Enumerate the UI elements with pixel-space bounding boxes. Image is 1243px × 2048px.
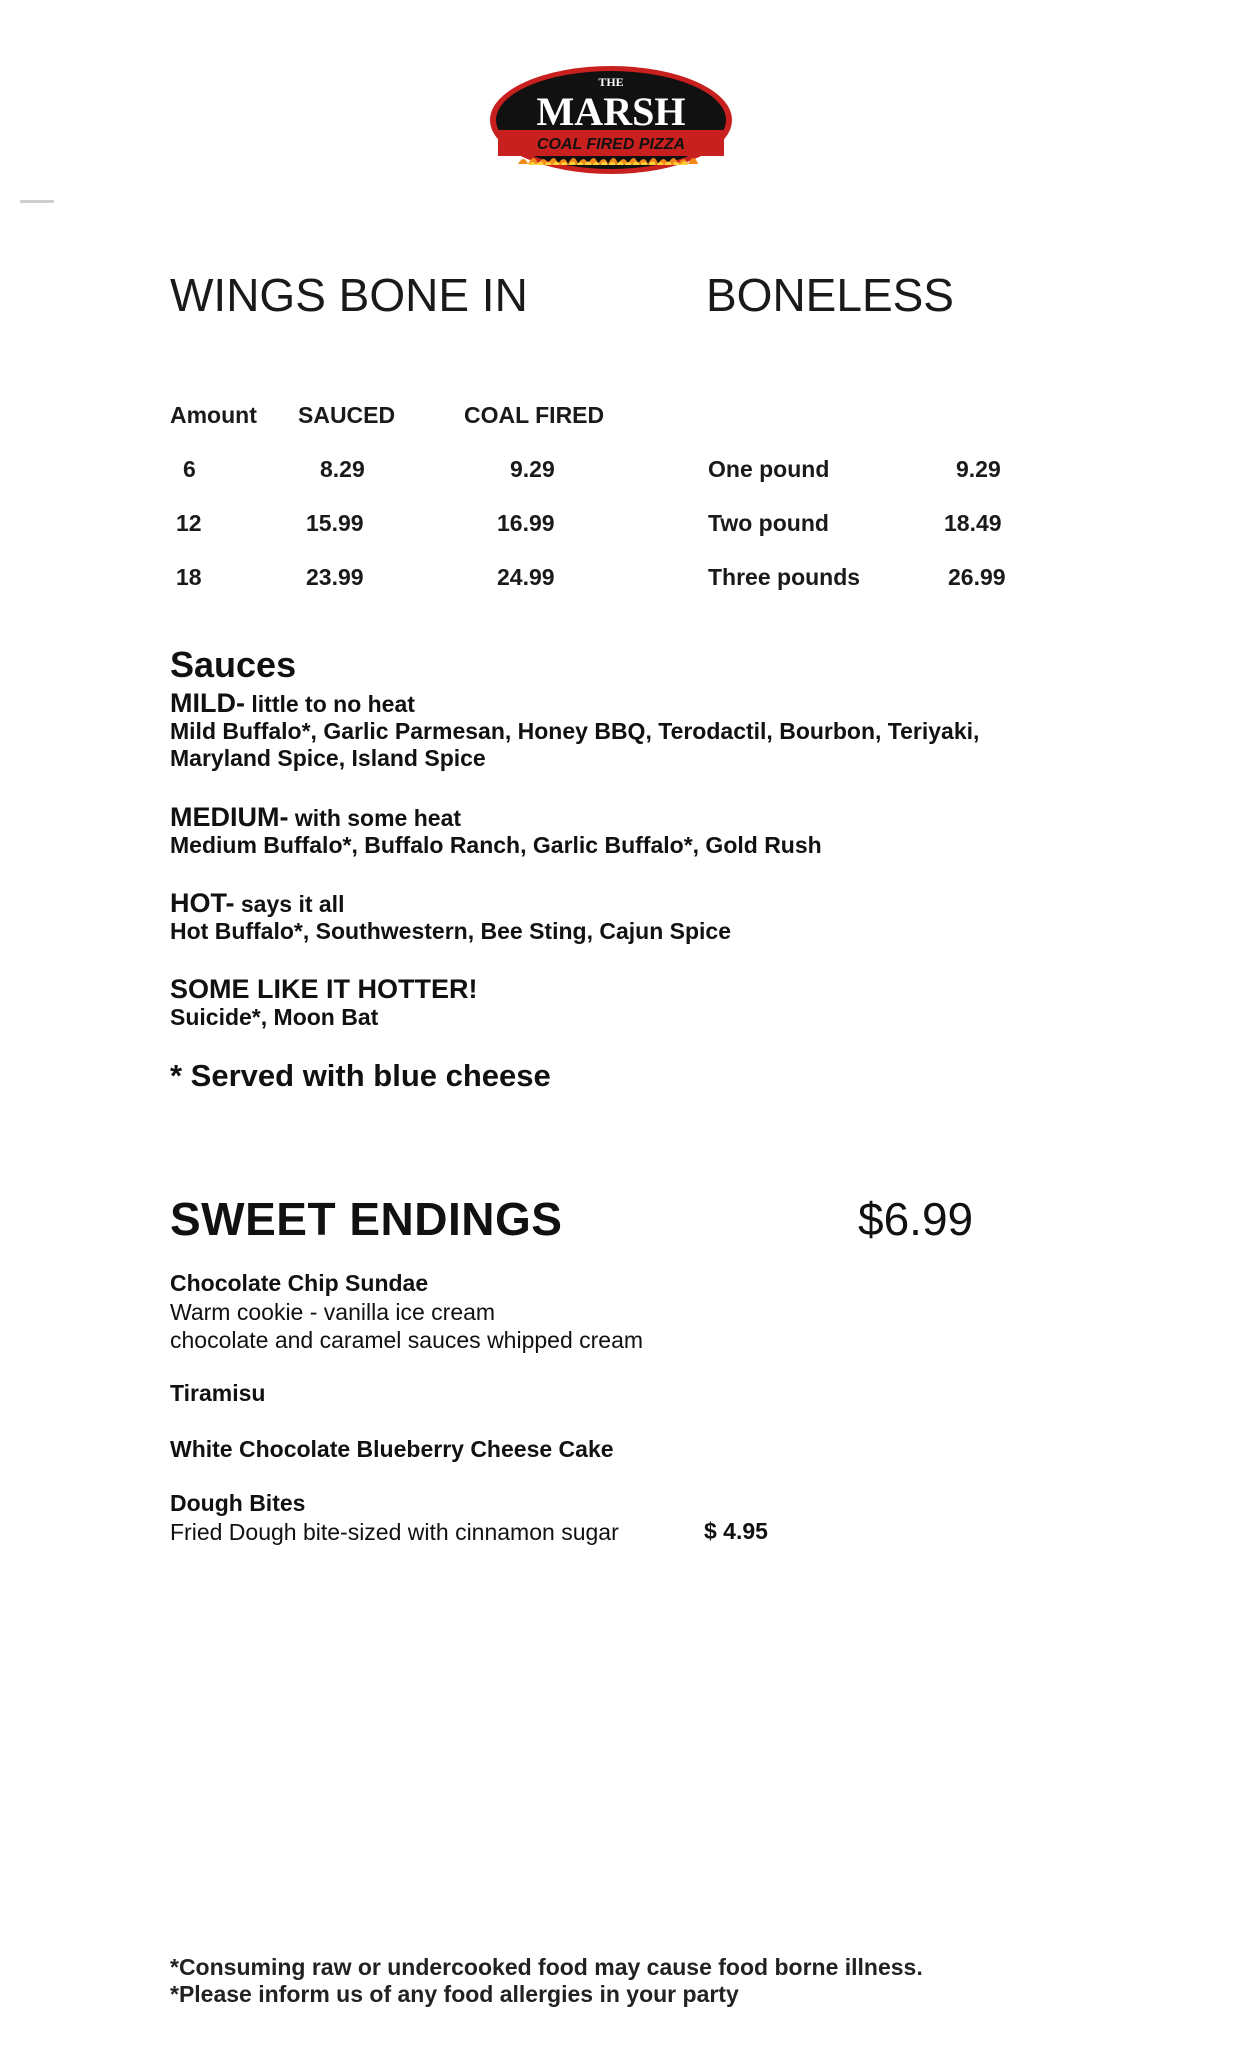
row-sauced-price: 23.99 xyxy=(306,564,364,590)
sauce-group-heading xyxy=(170,688,415,719)
sauce-heat-desc: little to no heat xyxy=(244,691,415,717)
sauce-group-heading xyxy=(170,888,344,919)
header-coal-fired: COAL FIRED xyxy=(464,402,605,428)
boneless-label: One pound xyxy=(708,456,830,482)
dessert-name: Dough Bites xyxy=(170,1490,306,1516)
dessert-name: White Chocolate Blueberry Cheese Cake xyxy=(170,1436,614,1462)
dessert-price: $ 4.95 xyxy=(704,1518,768,1544)
header-amount: Amount xyxy=(170,402,257,428)
logo-tagline-text: COAL FIRED PIZZA xyxy=(536,136,686,153)
boneless-price: 9.29 xyxy=(956,456,1001,482)
row-coal-fired-price: 9.29 xyxy=(510,456,555,482)
sauce-list: Suicide*, Moon Bat xyxy=(170,1004,379,1030)
sauce-heat-level: MILD- xyxy=(170,688,245,718)
sauces-title: Sauces xyxy=(170,644,297,685)
disclaimer-line: *Consuming raw or undercooked food may cause food borne illness. xyxy=(170,1954,923,1980)
boneless-label: Two pound xyxy=(708,510,829,536)
row-amount: 12 xyxy=(176,510,202,536)
blue-cheese-note: * Served with blue cheese xyxy=(170,1058,551,1093)
sauce-group-heading xyxy=(170,974,478,1005)
dessert-description: Fried Dough bite-sized with cinnamon sugar xyxy=(170,1519,619,1545)
sauce-heat-desc: with some heat xyxy=(288,805,462,831)
dessert-name: Tiramisu xyxy=(170,1380,266,1406)
logo-name-text: MARSH xyxy=(536,89,686,134)
sauce-list: Hot Buffalo*, Southwestern, Bee Sting, Cajun Spice xyxy=(170,918,731,944)
disclaimer-line: *Please inform us of any food allergies in your party xyxy=(170,1981,739,2007)
boneless-title: BONELESS xyxy=(706,269,954,321)
row-coal-fired-price: 24.99 xyxy=(497,564,555,590)
header-sauced: SAUCED xyxy=(298,402,396,428)
dessert-description: Warm cookie - vanilla ice cream xyxy=(170,1299,496,1325)
boneless-price: 26.99 xyxy=(948,564,1006,590)
sauce-heat-level: SOME LIKE IT HOTTER! xyxy=(170,974,478,1004)
sauce-heat-level: HOT- xyxy=(170,888,235,918)
row-sauced-price: 15.99 xyxy=(306,510,364,536)
row-amount: 6 xyxy=(183,456,196,482)
dessert-name: Chocolate Chip Sundae xyxy=(170,1270,429,1296)
row-amount: 18 xyxy=(176,564,202,590)
boneless-label: Three pounds xyxy=(708,564,861,590)
row-sauced-price: 8.29 xyxy=(320,456,365,482)
sauce-list: Medium Buffalo*, Buffalo Ranch, Garlic Buffalo*, Gold Rush xyxy=(170,832,822,858)
sauce-heat-desc: says it all xyxy=(234,891,345,917)
sauce-heat-level: MEDIUM- xyxy=(170,802,289,832)
logo-the-text: THE xyxy=(598,75,624,89)
wings-bone-in-title: WINGS BONE IN xyxy=(170,269,528,321)
scan-artifact xyxy=(20,200,54,203)
sweet-endings-title: SWEET ENDINGS xyxy=(170,1193,563,1245)
row-coal-fired-price: 16.99 xyxy=(497,510,555,536)
sauce-list: Mild Buffalo*, Garlic Parmesan, Honey BBQ, Terodactil, Bourbon, Teriyaki, Maryland Spice, Island Spice xyxy=(170,718,980,771)
marsh-logo xyxy=(488,64,734,176)
dessert-description: chocolate and caramel sauces whipped cream xyxy=(170,1327,644,1353)
boneless-price: 18.49 xyxy=(944,510,1002,536)
sauce-group-heading xyxy=(170,802,461,833)
sweet-endings-price: $6.99 xyxy=(858,1193,974,1245)
